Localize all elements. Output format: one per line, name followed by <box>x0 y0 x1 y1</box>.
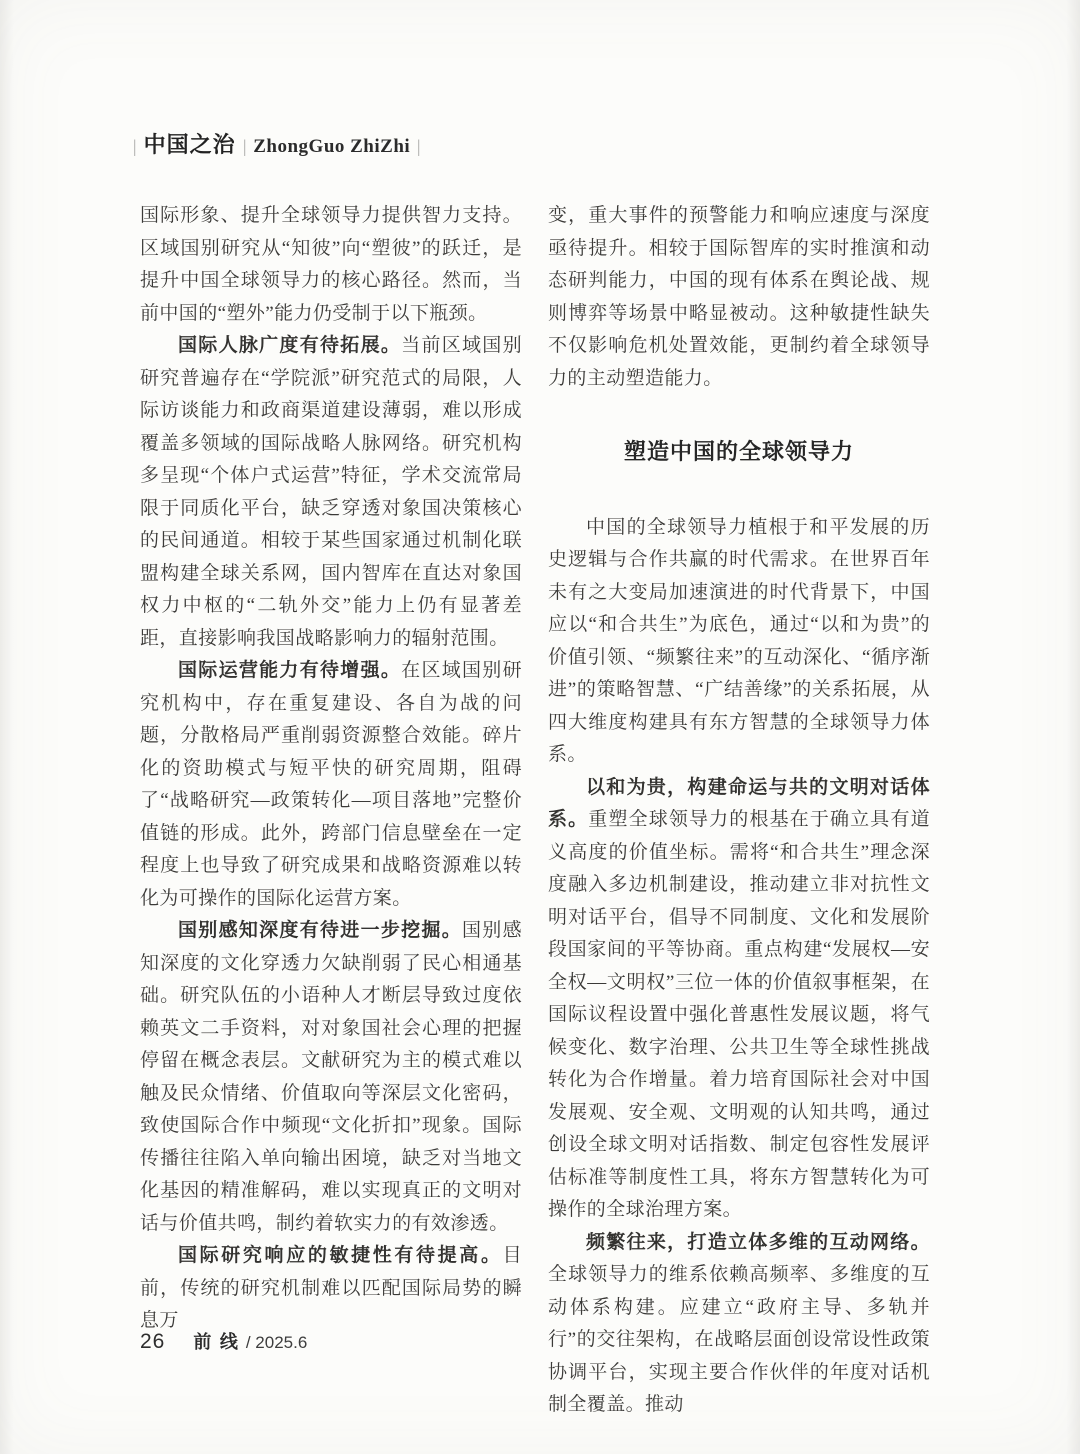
column-title-pinyin: ZhongGuo ZhiZhi <box>253 136 411 157</box>
divider-bar: | <box>417 136 421 156</box>
paragraph-text: 中国的全球领导力植根于和平发展的历史逻辑与合作共赢的时代需求。在世界百年未有之大变局加速演进的时代背景下，中国应以“和合共生”为底色，通过“以和为贵”的价值引领、“频繁往来”的互动深化、“循序渐进”的策略智慧、“广结善缘”的关系拓展，从四大维度构建具有东方智慧的全球领导力体系。 <box>548 516 930 765</box>
paragraph <box>140 200 522 330</box>
paragraph-lead: 国际研究响应的敏捷性有待提高。 <box>178 1245 503 1266</box>
text-columns <box>140 200 930 1422</box>
paragraph-lead: 国际运营能力有待增强。 <box>178 660 402 681</box>
paragraph <box>140 655 522 915</box>
paragraph-lead: 频繁往来，打造立体多维的互动网络。 <box>586 1231 930 1253</box>
paragraph <box>548 200 930 395</box>
left-column <box>140 200 522 1422</box>
paragraph-text: 当前区域国别研究普遍存在“学院派”研究范式的局限，人际访谈能力和政商渠道建设薄弱，难以形成覆盖多领域的国际战略人脉网络。研究机构多呈现“个体户式运营”特征，学术交流常局限于同质化平台，缺乏穿透对象国决策核心的民间通道。相较于某些国家通过机制化联盟构建全球关系网，国内智库在直达对象国权力中枢的“二轨外交”能力上仍有显著差距，直接影响我国战略影响力的辐射范围。 <box>140 335 522 649</box>
paragraph <box>548 772 930 1227</box>
paragraph <box>140 1240 522 1338</box>
journal-name: 前 线 <box>193 1332 240 1352</box>
page-footer <box>140 1328 307 1354</box>
page-number: 26 <box>140 1330 166 1353</box>
section-heading: 塑造中国的全球领导力 <box>623 439 854 464</box>
paragraph <box>140 330 522 655</box>
right-column <box>548 200 930 1422</box>
paragraph-text: 国际形象、提升全球领导力提供智力支持。区域国别研究从“知彼”向“塑彼”的跃迁，是提升中国全球领导力的核心路径。然而，当前中国的“塑外”能力仍受制于以下瓶颈。 <box>140 205 522 324</box>
paragraph-text: 在区域国别研究机构中，存在重复建设、各自为战的问题，分散格局严重削弱资源整合效能。碎片化的资助模式与短平快的研究周期，阻碍了“战略研究—政策转化—项目落地”完整价值链的形成。此外，跨部门信息壁垒在一定程度上也导致了研究成果和战略资源难以转化为可操作的国际化运营方案。 <box>140 660 522 909</box>
issue-number: / 2025.6 <box>245 1333 308 1352</box>
column-title-chinese: 中国之治 <box>143 132 236 157</box>
paragraph-lead: 以和为贵，构建命运与共的文明对话体系。 <box>548 776 930 830</box>
paragraph <box>548 1227 930 1422</box>
paragraph-text: 国别感知深度的文化穿透力欠缺削弱了民心相通基础。研究队伍的小语种人才断层导致过度依赖英文二手资料，对对象国社会心理的把握停留在概念表层。文献研究为主的模式难以触及民众情绪、价值取向等深层文化密码，致使国际合作中频现“文化折扣”现象。国际传播往往陷入单向输出困境，缺乏对当地文化基因的精准解码，难以实现真正的文明对话与价值共鸣，制约着软实力的有效渗透。 <box>140 920 522 1234</box>
page-header <box>133 128 428 159</box>
paragraph <box>140 915 522 1240</box>
paragraph-text: 变，重大事件的预警能力和响应速度与深度亟待提升。相较于国际智库的实时推演和动态研判能力，中国的现有体系在舆论战、规则博弈等场景中略显被动。这种敏捷性缺失不仅影响危机处置效能，更制约着全球领导力的主动塑造能力。 <box>548 205 930 389</box>
divider-bar: | <box>243 136 246 156</box>
paragraph-lead: 国别感知深度有待进一步挖掘。 <box>178 920 463 941</box>
paragraph-text: 目前，传统的研究机制难以匹配国际局势的瞬息万 <box>140 1245 522 1331</box>
paragraph-text: 全球领导力的维系依赖高频率、多维度的互动体系构建。应建立“政府主导、多轨并行”的交往架构，在战略层面创设常设性政策协调平台，实现主要合作伙伴的年度对话机制全覆盖。推动 <box>548 1264 930 1415</box>
divider-bar: | <box>133 136 136 156</box>
paragraph <box>548 512 930 772</box>
paragraph-lead: 国际人脉广度有待拓展。 <box>178 335 402 356</box>
paragraph-text: 重塑全球领导力的根基在于确立具有道义高度的价值坐标。需将“和合共生”理念深度融入多边机制建设，推动建立非对抗性文明对话平台，倡导不同制度、文化和发展阶段国家间的平等协商。重点构建“发展权—安全权—文明权”三位一体的价值叙事框架，在国际议程设置中强化普惠性发展议题，将气候变化、数字治理、公共卫生等全球性挑战转化为合作增量。着力培育国际社会对中国发展观、安全观、文明观的认知共鸣，通过创设全球文明对话指数、制定包容性发展评估标准等制度性工具，将东方智慧转化为可操作的全球治理方案。 <box>548 809 930 1220</box>
